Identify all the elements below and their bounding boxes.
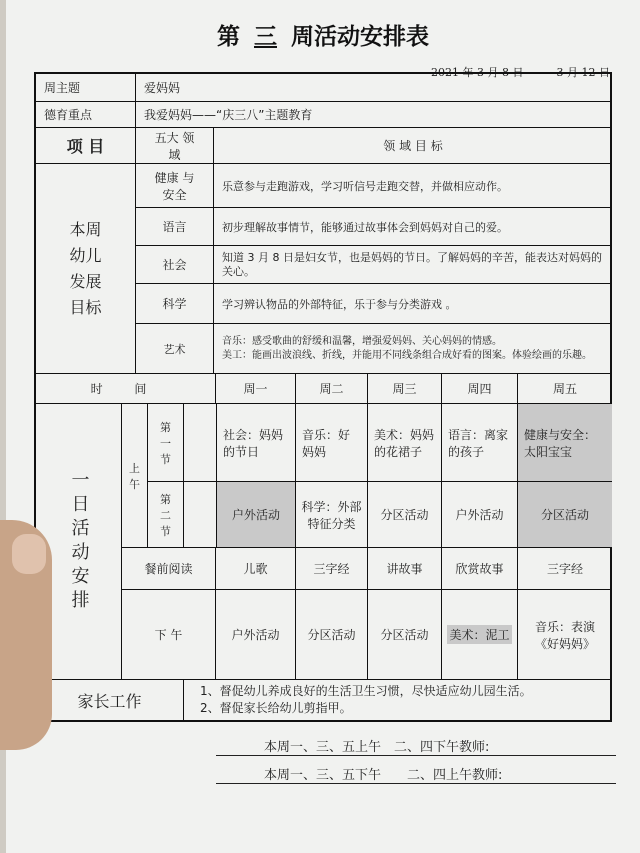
day-mon: 周一 — [216, 374, 296, 404]
day-fri: 周五 — [518, 374, 612, 404]
fri-period1: 健康与安全：太阳宝宝 — [518, 404, 612, 482]
fri-reading: 三字经 — [518, 548, 612, 590]
parent-work-line-2: 2、督促家长给幼儿剪指甲。 — [200, 701, 352, 715]
thu-reading: 欣赏故事 — [442, 548, 518, 590]
parent-work-line-1: 1、督促幼儿养成良好的生活卫生习惯，尽快适应幼儿园生活。 — [200, 684, 532, 698]
day-thu: 周四 — [442, 374, 518, 404]
goal-domain-society: 社会 — [136, 246, 214, 284]
goal-text-art — [214, 324, 612, 374]
tue-period1: 音乐：好妈妈 — [296, 404, 368, 482]
mon-afternoon: 户外活动 — [216, 590, 296, 680]
time-label: 时 间 — [36, 374, 216, 404]
title-suffix: 周活动安排表 — [291, 24, 430, 50]
period-2-gap — [184, 482, 216, 548]
thu-period2: 户外活动 — [442, 482, 518, 548]
wed-reading: 讲故事 — [368, 548, 442, 590]
goal-text-science: 学习辨认物品的外部特征，乐于参与分类游戏 。 — [214, 284, 612, 324]
mon-period2: 户外活动 — [216, 482, 296, 548]
wed-afternoon: 分区活动 — [368, 590, 442, 680]
header-goal: 领 域 目 标 — [214, 128, 612, 164]
date-range: 2021 年 3 月 8 日—— 3 月 12 日 — [431, 66, 610, 79]
goal-domain-art: 艺术 — [136, 324, 214, 374]
page-title — [6, 18, 640, 51]
wed-period2: 分区活动 — [368, 482, 442, 548]
header-item: 项 目 — [36, 128, 136, 164]
moral-value: 我爱妈妈——“庆三八”主题教育 — [136, 102, 612, 128]
title-week-number: 三 — [254, 24, 277, 50]
goal-text-language: 初步理解故事情节，能够通过故事体会到妈妈对自己的爱。 — [214, 208, 612, 246]
goal-domain-health: 健康 与安全 — [136, 164, 214, 208]
header-domains: 五大 领 域 — [136, 128, 214, 164]
goal-text-art-crafts: 美工：能画出波浪线、折线，并能用不同线条组合成好看的图案。体验绘画的乐趣。 — [222, 349, 592, 361]
schedule-table — [34, 72, 612, 722]
thu-afternoon-text: 美术：泥工 — [447, 625, 511, 644]
theme-value: 爱妈妈 — [136, 74, 612, 102]
period-1-gap — [184, 404, 216, 482]
thumbnail — [12, 534, 46, 574]
day-tue: 周二 — [296, 374, 368, 404]
mon-period1: 社会：妈妈的节日 — [216, 404, 296, 482]
tue-period2: 科学：外部特征分类 — [296, 482, 368, 548]
fri-period2: 分区活动 — [518, 482, 612, 548]
parent-work-label: 家长工作 — [36, 680, 184, 720]
schedule-sheet-paper — [6, 0, 640, 853]
footer-line-2: 本周一、三、五下午 二、四上午教师: — [216, 764, 616, 784]
moral-label: 德育重点 — [36, 102, 136, 128]
period-1-label: 第一节 — [148, 404, 184, 482]
title-prefix: 第 — [216, 24, 240, 50]
day-wed: 周三 — [368, 374, 442, 404]
goal-domain-science: 科学 — [136, 284, 214, 324]
fri-afternoon: 音乐：表演《好妈妈》 — [518, 590, 612, 680]
mon-reading: 儿歌 — [216, 548, 296, 590]
daily-plan-text: 一日活动安排 — [68, 469, 90, 614]
afternoon-label: 下 午 — [122, 590, 216, 680]
weekly-goal-label: 本周 幼儿 发展 目标 — [36, 164, 136, 374]
morning-label: 上午 — [122, 404, 148, 548]
hand-thumb — [0, 520, 52, 750]
tue-reading: 三字经 — [296, 548, 368, 590]
goal-text-society: 知道 3 月 8 日是妇女节，也是妈妈的节日。了解妈妈的辛苦，能表达对妈妈的关心。 — [214, 246, 612, 284]
thu-afternoon — [442, 590, 518, 680]
goal-text-art-music: 音乐：感受歌曲的舒缓和温馨，增强爱妈妈、关心妈妈的情感。 — [222, 335, 502, 347]
thu-period1: 语言：离家的孩子 — [442, 404, 518, 482]
tue-afternoon: 分区活动 — [296, 590, 368, 680]
theme-label: 周主题 — [36, 74, 136, 102]
goal-domain-language: 语言 — [136, 208, 214, 246]
wed-period1: 美术：妈妈的花裙子 — [368, 404, 442, 482]
reading-label: 餐前阅读 — [122, 548, 216, 590]
parent-work-content — [184, 680, 612, 720]
period-2-label: 第二节 — [148, 482, 184, 548]
goal-text-health: 乐意参与走跑游戏，学习听信号走跑交替，并做相应动作。 — [214, 164, 612, 208]
footer-line-1: 本周一、三、五上午 二、四下午教师: — [216, 736, 616, 756]
